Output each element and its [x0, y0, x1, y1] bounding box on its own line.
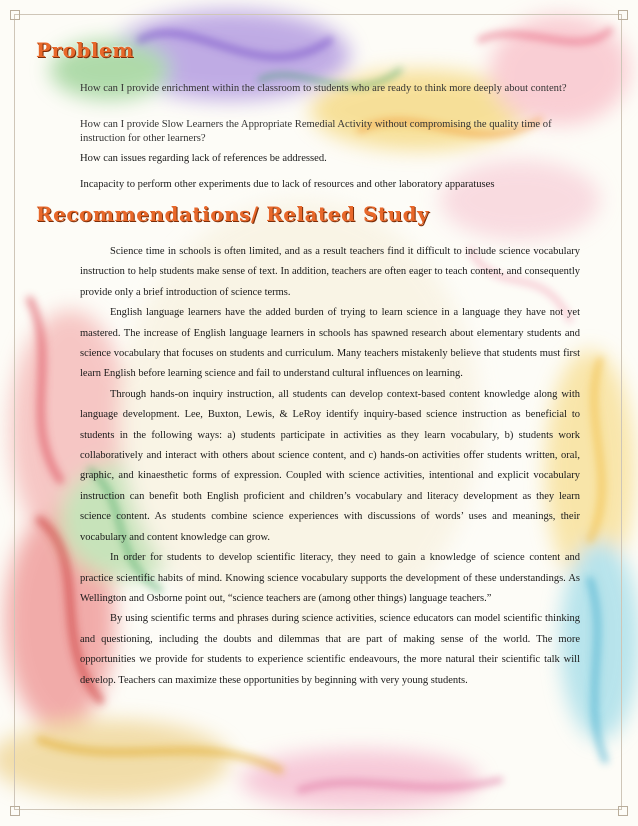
frame-corner-top-right — [618, 10, 628, 20]
problem-item: Incapacity to perform other experiments due to lack of resources and other laboratory apparatuses — [80, 179, 495, 190]
frame-corner-bottom-right — [618, 806, 628, 816]
body-paragraph: By using scientific terms and phrases during science activities, science educators can model scientific thinking and questioning, including the doubts and dilemmas that are part of making sense of the world. The more opportunities we provide for students to experience scientific endeavours, the more natural their scientific talk will develop. Teachers can maximize these opportunities by beginning with very young students. — [80, 613, 580, 686]
body-paragraph: In order for students to develop scientific literacy, they need to gain a knowledge of science content and practice scientific habits of mind. Knowing science vocabulary supports the development of these understandings. As Wellington and Osborne point out, “science teachers are (among other things) language teachers.” — [80, 552, 580, 604]
body-paragraph: Through hands-on inquiry instruction, all students can develop context-based content knowledge along with language development. Lee, Buxton, Lewis, & LeRoy identify inquiry-based science instruction as beneficial to students in the following ways: a) students participate in activities as they learn vocabulary, b) students work collaboratively and interact with others about science content, and c) hands-on activities offer students written, oral, graphic, and kinaesthetic forms of expression. Coupled with science activities, intentional and explicit vocabulary instruction can benefit both English proficient and children’s vocabulary and literacy development as they learn science content. As students combine science experiences with discussions of words’ uses and meanings, their vocabulary and content knowledge can grow. — [80, 388, 580, 543]
problem-item: How can I provide enrichment within the classroom to students who are ready to think more deeply about content? — [80, 83, 567, 94]
recommendations-body — [80, 242, 580, 691]
body-paragraph: English language learners have the added burden of trying to learn science in a language they have not yet mastered. The increase of English language learners in schools has spawned research about elementary students and science vocabulary that focuses on students and curriculum. Many teachers mistakenly believe that students must first learn English before learning science and fail to understand cultural influences on learning. — [80, 307, 580, 380]
problem-heading: Problem — [36, 38, 134, 62]
body-paragraph: Science time in schools is often limited, and as a result teachers find it difficult to include science vocabulary instruction to help students make sense of text. In addition, teachers are often eager to teach content, and consequently provide only a brief introduction of science terms. — [80, 246, 580, 298]
problem-item: How can I provide Slow Learners the Appropriate Remedial Activity without compromising the quality time of instruction for other learners? — [80, 119, 552, 144]
recommendations-heading: Recommendations/ Related Study — [36, 202, 430, 226]
frame-corner-top-left — [10, 10, 20, 20]
problem-item: How can issues regarding lack of references be addressed. — [80, 153, 327, 164]
frame-corner-bottom-left — [10, 806, 20, 816]
